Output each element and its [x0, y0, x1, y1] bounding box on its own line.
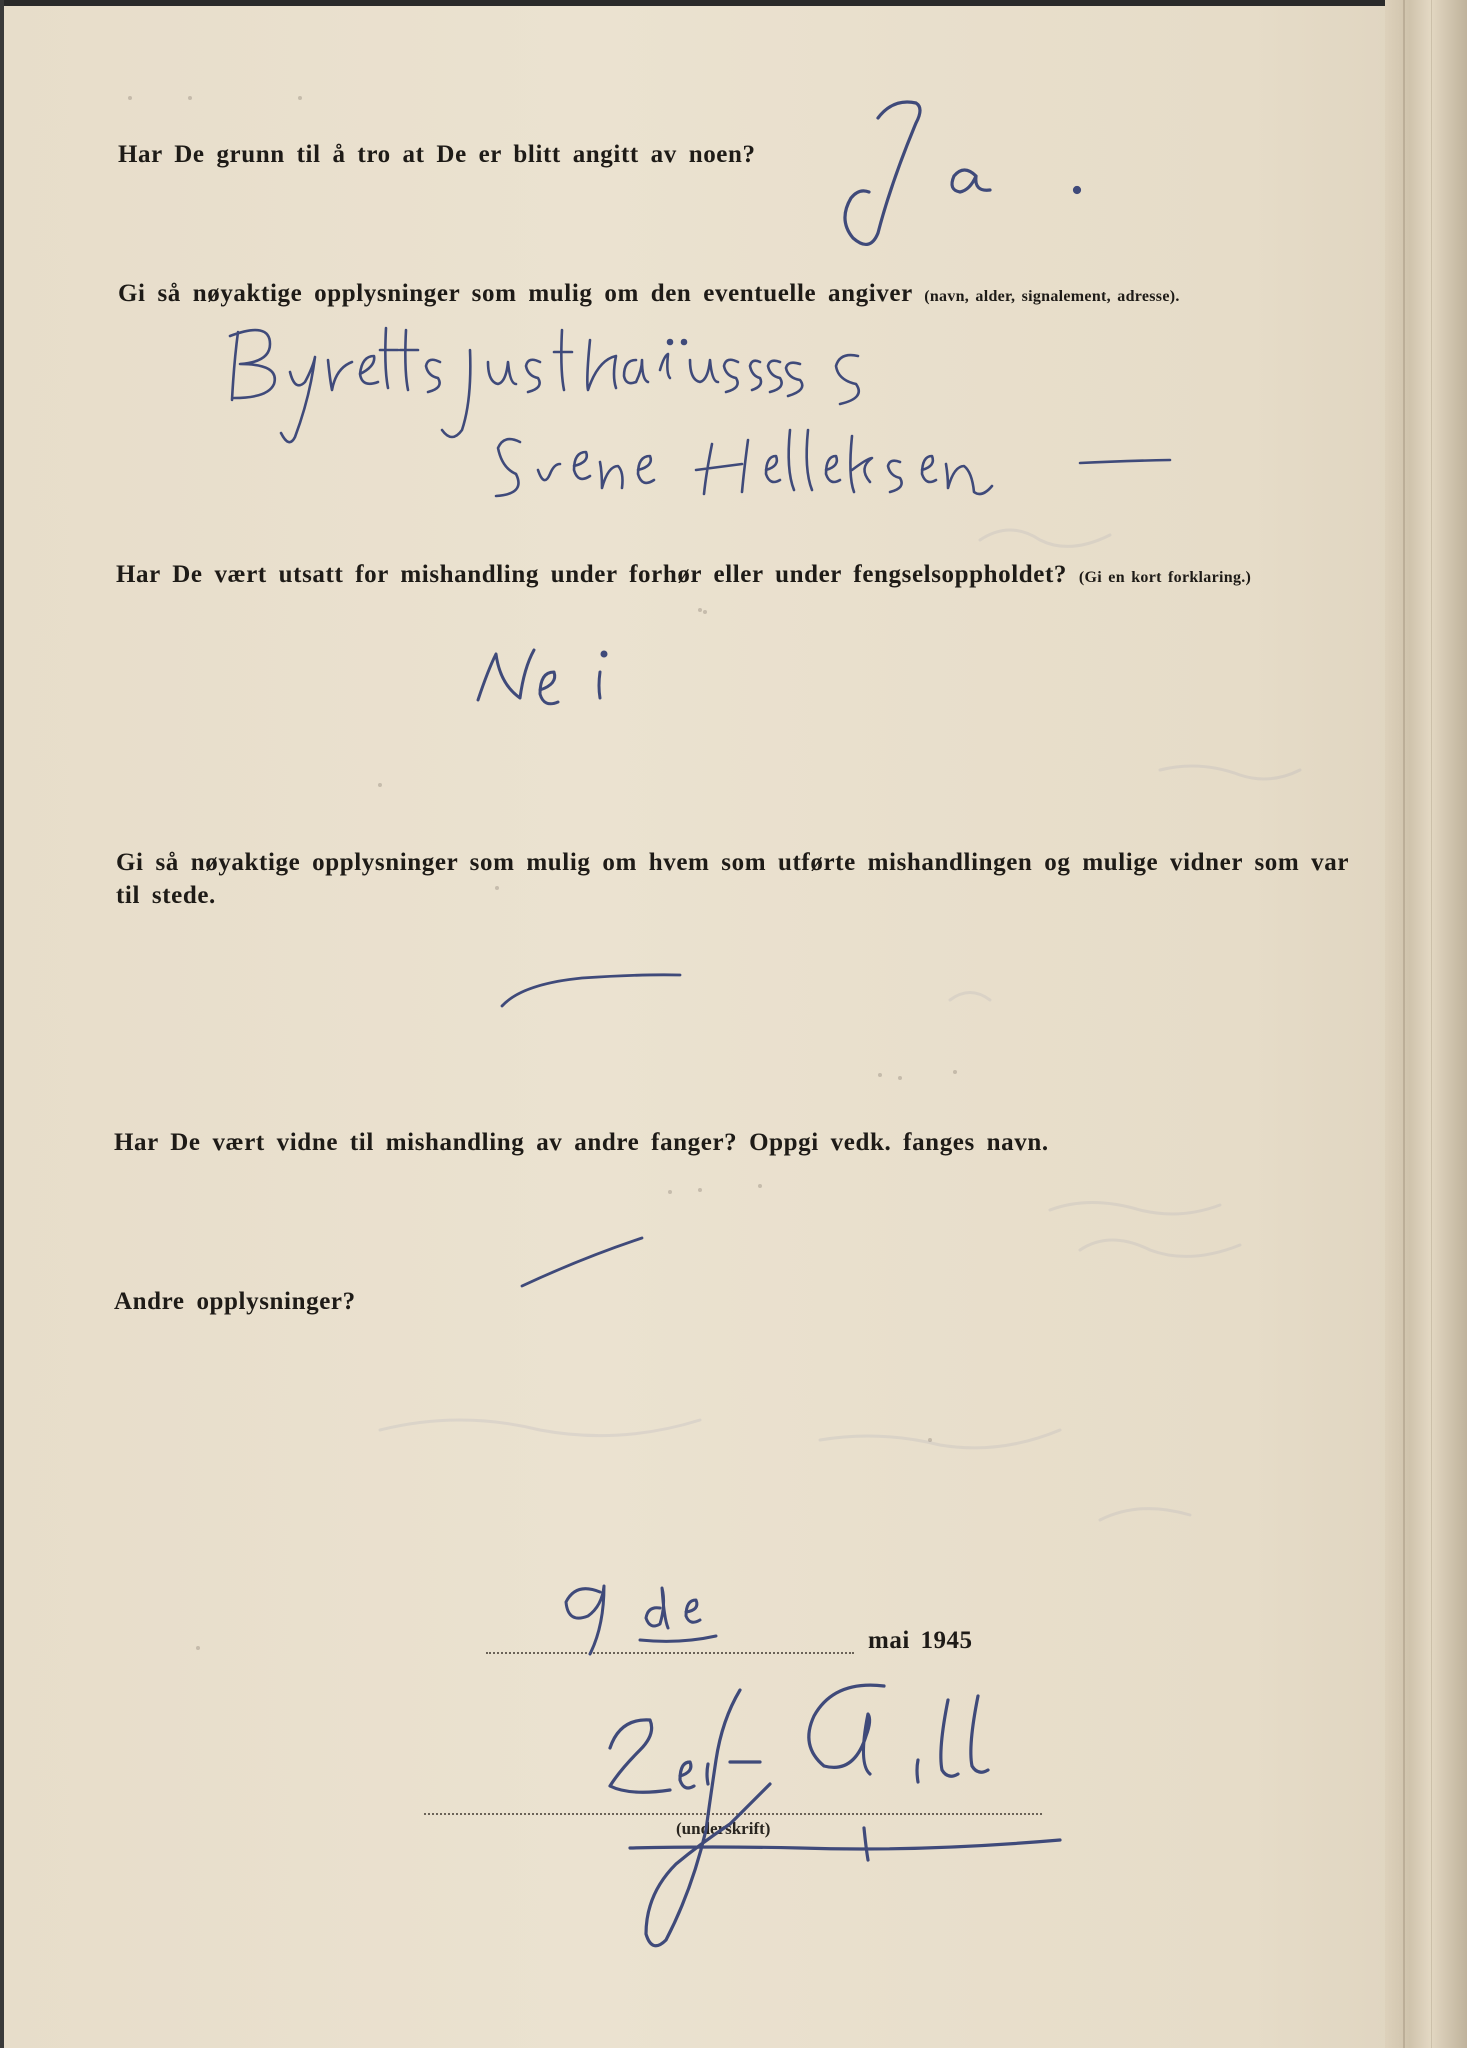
question-informer-details-note: (navn, alder, signalement, adresse).	[924, 288, 1180, 305]
question-denounced: Har De grunn til å tro at De er blitt angitt av noen?	[118, 141, 756, 168]
handwritten-informer-line2	[496, 430, 1170, 496]
handwritten-dash-q5	[522, 1238, 642, 1286]
handwritten-signature	[610, 1685, 1060, 1946]
question-witness: Har De vært vidne til mishandling av andre fanger? Oppgi vedk. fanges navn.	[114, 1129, 1049, 1156]
handwritten-dash-q4	[502, 975, 680, 1006]
date-printed: mai 1945	[868, 1627, 973, 1654]
question-mistreatment-note: (Gi en kort forklaring.)	[1078, 569, 1252, 586]
handwritten-answer-ja	[845, 102, 1080, 244]
question-informer-details-text: Gi så nøyaktige opplysninger som mulig om den eventuelle angiver	[118, 280, 913, 307]
signature-label: (underskrift)	[676, 1819, 771, 1838]
handwritten-date-day	[566, 1586, 716, 1654]
handwritten-informer-line1	[230, 328, 859, 442]
question-mistreatment-text: Har De vært utsatt for mishandling under forhør eller under fengselsoppholdet?	[116, 561, 1068, 588]
question-perpetrators: Gi så nøyaktige opplysninger som mulig om hvem som utførte mishandlingen og mulige vidner som var til stede.	[116, 849, 1349, 909]
handwritten-answer-nei	[478, 650, 606, 704]
question-other-info: Andre opplysninger?	[114, 1288, 356, 1315]
